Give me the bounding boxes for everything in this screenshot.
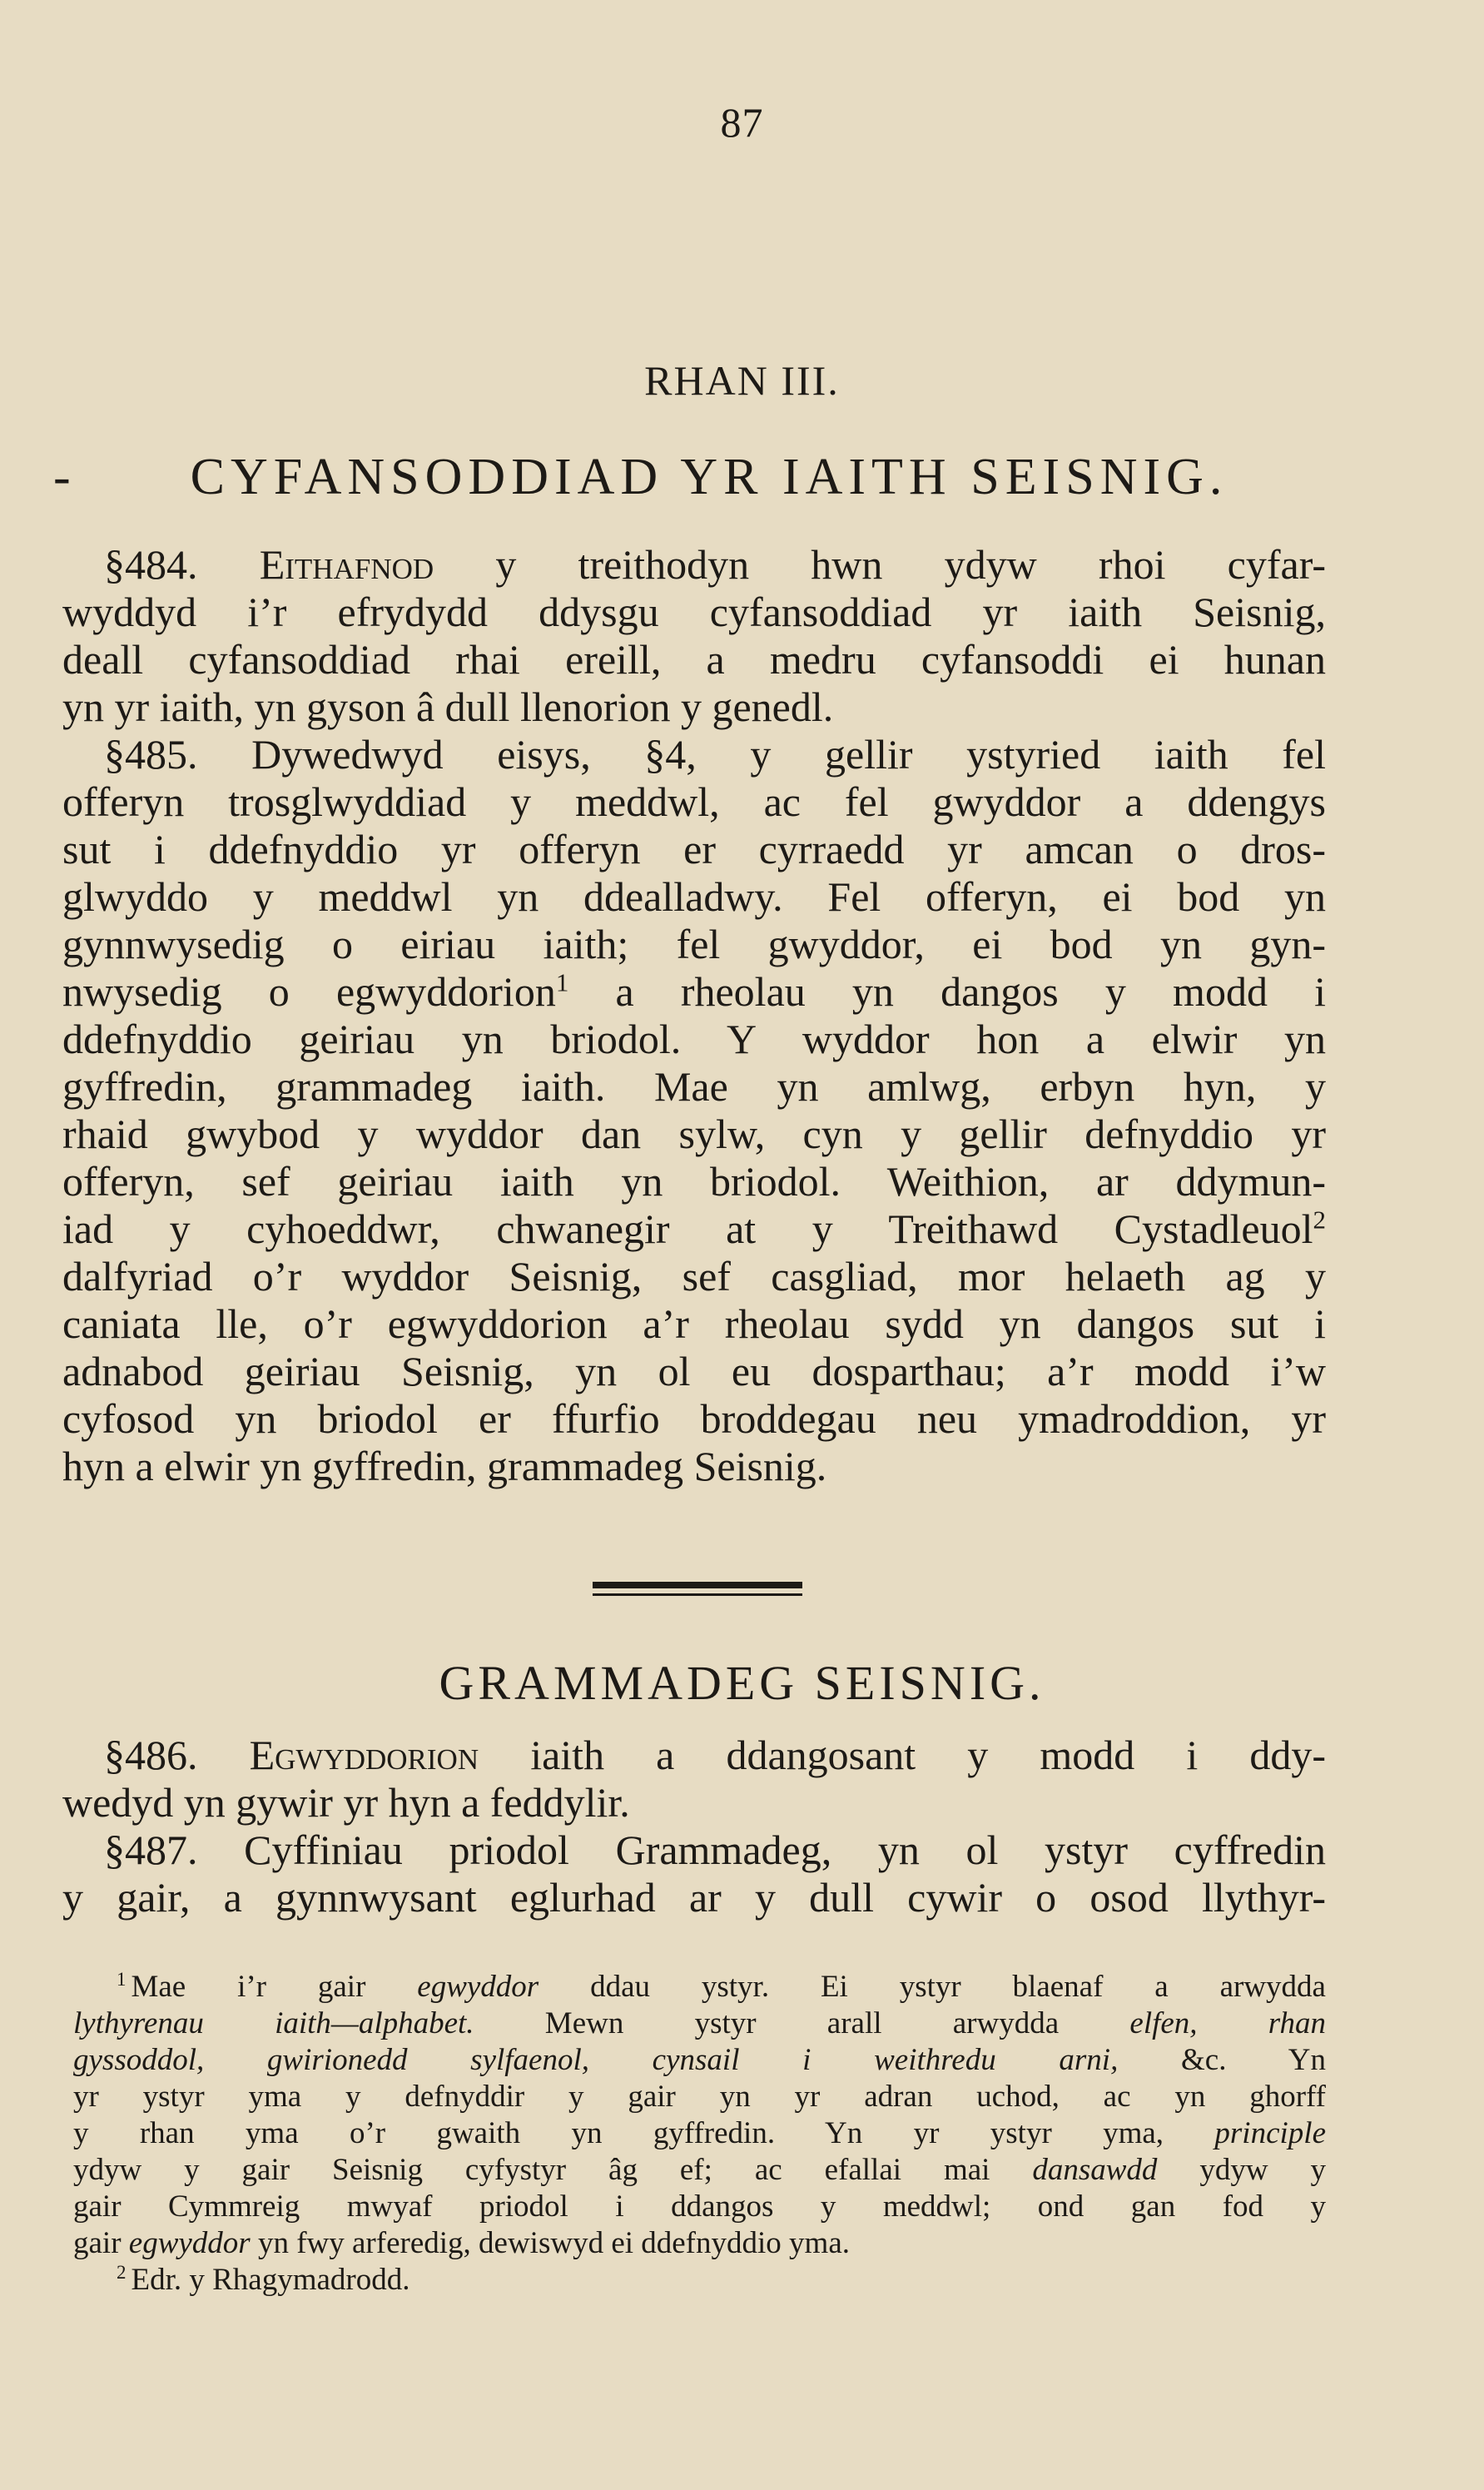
footnote-line: gair egwyddor yn fwy arferedig, dewiswyd ei ddefnyddio yma.	[73, 2226, 850, 2260]
section-484-485	[62, 541, 1326, 1490]
page-number: 87	[720, 99, 764, 146]
text-line: adnabod geiriau Seisnig, yn ol eu dosparthau; a’r modd i’w	[62, 1348, 1326, 1394]
title-margin-dash: -	[53, 449, 71, 505]
footnote-line: gair Cymmreig mwyaf priodol i ddangos y meddwl; ond gan fod y	[73, 2189, 1326, 2224]
section-486-487	[62, 1732, 1326, 1921]
text-line: dalfyriad o’r wyddor Seisnig, sef casgliad, mor helaeth ag y	[62, 1253, 1326, 1300]
text-line: offeryn, sef geiriau iaith yn briodol. Weithion, ar ddymun-	[62, 1158, 1326, 1205]
text-line: gynnwysedig o eiriau iaith; fel gwyddor, ei bod yn gyn-	[62, 921, 1326, 967]
footnote-mark-2: 2	[117, 2262, 127, 2283]
text-line: hyn a elwir yn gyffredin, grammadeg Seisnig.	[62, 1443, 827, 1489]
footnote-mark-1: 1	[117, 1969, 127, 1990]
footnote-ref-1: 1	[555, 968, 569, 997]
text-line: deall cyfansoddiad rhai ereill, a medru cyfansoddi ei hunan	[62, 636, 1326, 683]
footnote-line: $^2$ Edr. y Rhagymadrodd.	[117, 2262, 410, 2297]
text-line: §485. Dywedwyd eisys, §4, y gellir ystyried iaith fel	[104, 731, 1326, 778]
main-title	[53, 448, 1325, 507]
footnote-line: y rhan yma o’r gwaith yn gyffredin. Yn yr ystyr yma, principle	[73, 2116, 1326, 2150]
footnote-line: yr ystyr yma y defnyddir y gair yn yr adran uchod, ac yn ghorff	[73, 2080, 1326, 2114]
footnote-ref-2: 2	[1313, 1205, 1326, 1235]
section-title: GRAMMADEG SEISNIG.	[439, 1656, 1045, 1710]
divider-thick-rule	[593, 1582, 802, 1588]
divider-thin-rule	[593, 1593, 802, 1596]
section-divider	[593, 1582, 802, 1605]
text-line: cyfosod yn briodol er ffurfio broddegau neu ymadroddion, yr	[62, 1395, 1326, 1442]
footnote-line: ydyw y gair Seisnig cyfystyr âg ef; ac efallai mai dansawdd ydyw y	[73, 2153, 1326, 2187]
lead-word-egwyddorion: Egwyddorion	[249, 1732, 479, 1778]
part-title: RHAN III.	[644, 357, 840, 404]
footnote-line: gyssoddol, gwirionedd sylfaenol, cynsail i weithredu arni, &c. Yn	[73, 2043, 1326, 2077]
lead-word-eithafnod: Eithafnod	[259, 541, 434, 588]
text-line: ddefnyddio geiriau yn briodol. Y wyddor hon a elwir yn	[62, 1016, 1326, 1062]
text-line: §484. Eithafnod y treithodyn hwn ydyw rhoi cyfar-	[104, 541, 1326, 588]
text-line: caniata lle, o’r egwyddorion a’r rheolau sydd yn dangos sut i	[62, 1300, 1326, 1347]
text-line: gyffredin, grammadeg iaith. Mae yn amlwg, erbyn hyn, y	[62, 1063, 1326, 1110]
text-line: sut i ddefnyddio yr offeryn er cyrraedd yr amcan o dros-	[62, 826, 1326, 872]
footnote-line: $^1$ Mae i’r gair egwyddor ddau ystyr. Ei ystyr blaenaf a arwydda	[117, 1969, 1326, 2004]
footnotes	[73, 1969, 1326, 2299]
text-line: wedyd yn gywir yr hyn a feddylir.	[62, 1779, 630, 1826]
text-line: y gair, a gynnwysant eglurhad ar y dull cywir o osod llythyr-	[62, 1874, 1326, 1921]
text-line: §487. Cyffiniau priodol Grammadeg, yn ol ystyr cyffredin	[104, 1826, 1326, 1873]
text-line: offeryn trosglwyddiad y meddwl, ac fel gwyddor a ddengys	[62, 778, 1326, 825]
text-line: glwyddo y meddwl yn ddealladwy. Fel offeryn, ei bod yn	[62, 873, 1326, 920]
text-line: iad y cyhoeddwr, chwanegir at y Treithawd Cystadleuol$^2$	[62, 1205, 1326, 1252]
footnote-line: lythyrenau iaith—alphabet. Mewn ystyr arall arwydda elfen, rhan	[73, 2006, 1326, 2040]
main-title-text: CYFANSODDIAD YR IAITH SEISNIG.	[190, 449, 1228, 505]
text-line: §486. Egwyddorion iaith a ddangosant y modd i ddy-	[104, 1732, 1326, 1778]
text-line: nwysedig o egwyddorion$^1$ a rheolau yn dangos y modd i	[62, 968, 1326, 1015]
text-line: yn yr iaith, yn gyson â dull llenorion y genedl.	[62, 683, 834, 730]
text-line: rhaid gwybod y wyddor dan sylw, cyn y gellir defnyddio yr	[62, 1111, 1326, 1157]
text-line: wyddyd i’r efrydydd ddysgu cyfansoddiad yr iaith Seisnig,	[62, 589, 1326, 635]
